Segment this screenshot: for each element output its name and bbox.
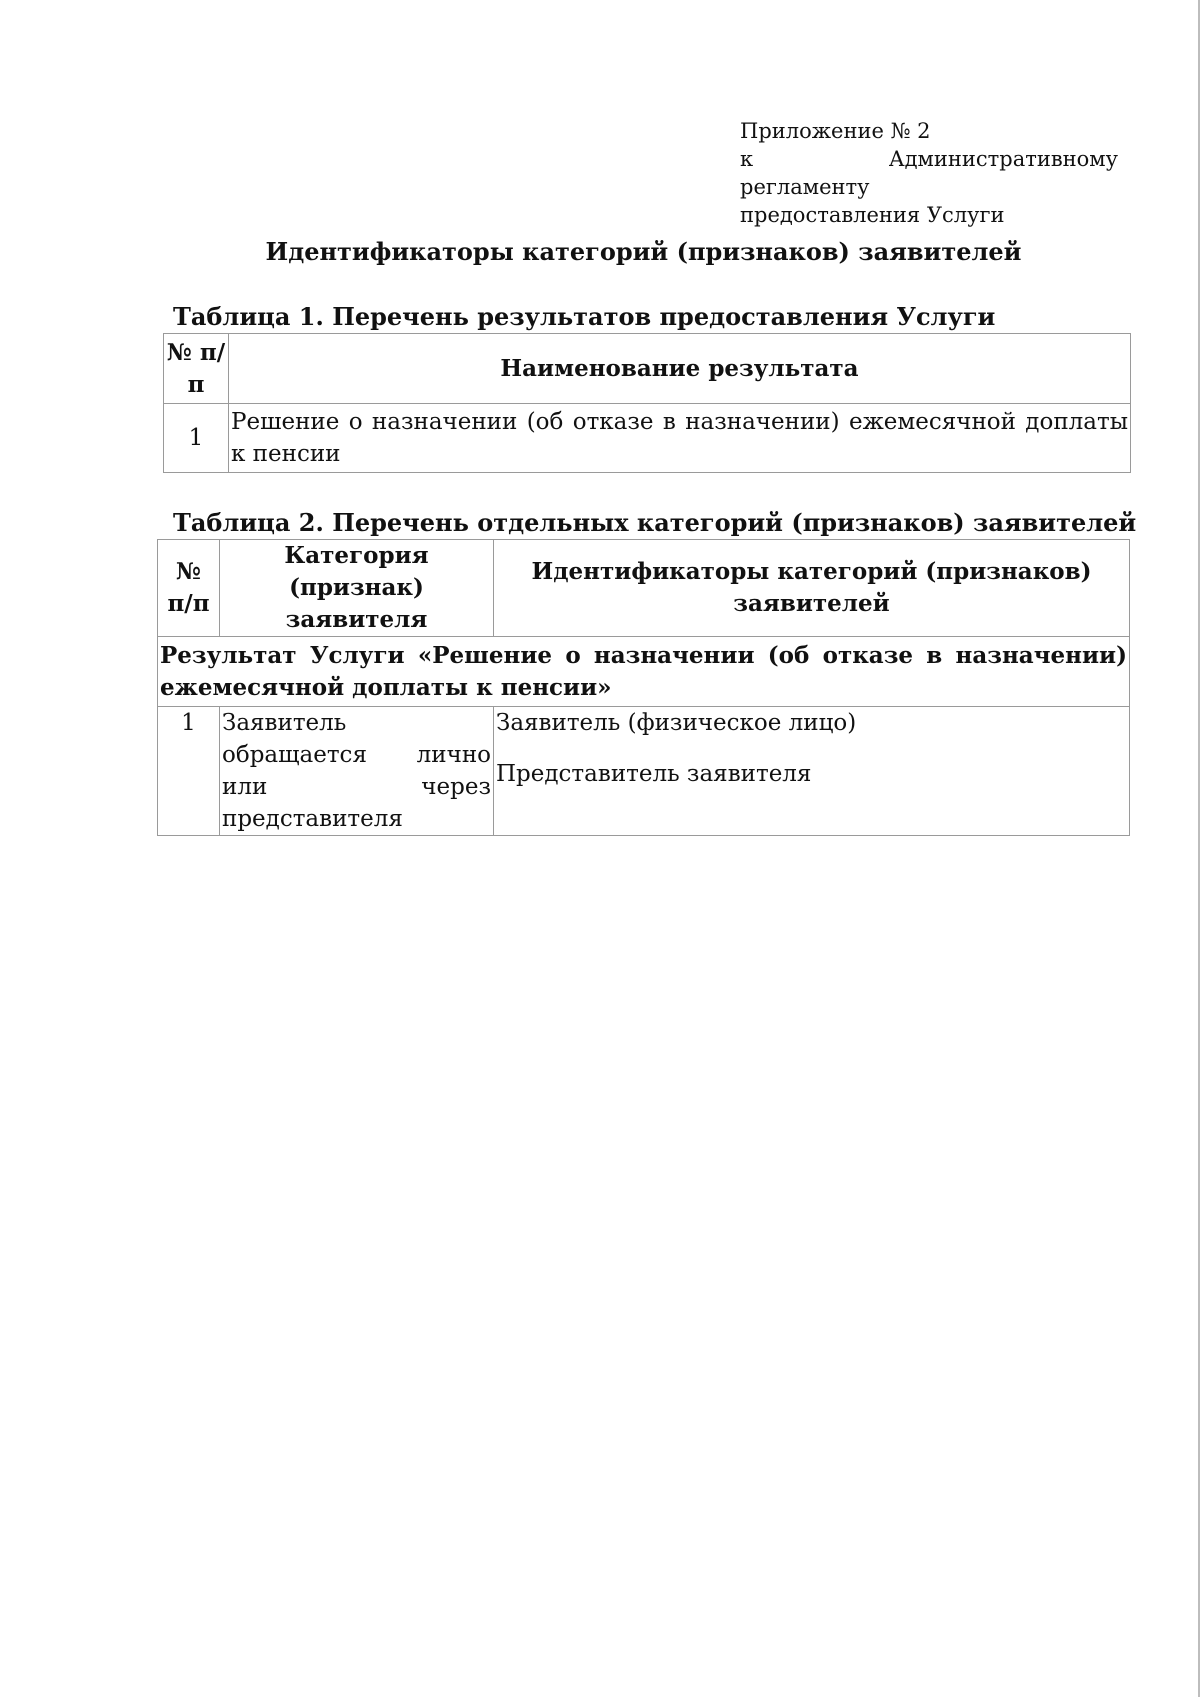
table1-caption: Таблица 1. Перечень результатов предоставления Услуги — [173, 302, 996, 331]
section-row — [158, 637, 1130, 707]
table-row — [164, 404, 1131, 473]
results-table-header — [164, 334, 1131, 404]
row-result: Решение о назначении (об отказе в назначении) ежемесячной доплаты к пенсии — [229, 404, 1131, 473]
table-row — [158, 707, 1130, 836]
document-title: Идентификаторы категорий (признаков) заявителей — [265, 237, 1022, 266]
section-title: Результат Услуги «Решение о назначении (об отказе в назначении) ежемесячной доплаты к пенсии» — [158, 637, 1130, 707]
row-category: Заявитель обращается лично или через представителя — [220, 707, 494, 836]
row-number: 1 — [158, 707, 220, 836]
appendix-line-2: к Административному регламенту — [740, 147, 1118, 199]
header-category: Категория (признак) заявителя — [220, 540, 494, 637]
row-identifiers — [494, 707, 1130, 836]
header-number: № п/п — [164, 334, 229, 404]
identifier-item: Заявитель (физическое лицо) — [496, 710, 857, 736]
row-number: 1 — [164, 404, 229, 473]
categories-table — [157, 539, 1130, 836]
appendix-line-1: Приложение № 2 — [740, 119, 931, 143]
header-result-name: Наименование результата — [229, 334, 1131, 404]
appendix-note — [740, 117, 1118, 229]
identifier-item: Представитель заявителя — [496, 761, 812, 787]
categories-table-header — [158, 540, 1130, 637]
table2-caption: Таблица 2. Перечень отдельных категорий (признаков) заявителей — [173, 508, 1137, 537]
appendix-line-3: предоставления Услуги — [740, 203, 1005, 227]
header-identifiers: Идентификаторы категорий (признаков) заявителей — [494, 540, 1130, 637]
results-table — [163, 333, 1131, 473]
header-number: № п/п — [158, 540, 220, 637]
